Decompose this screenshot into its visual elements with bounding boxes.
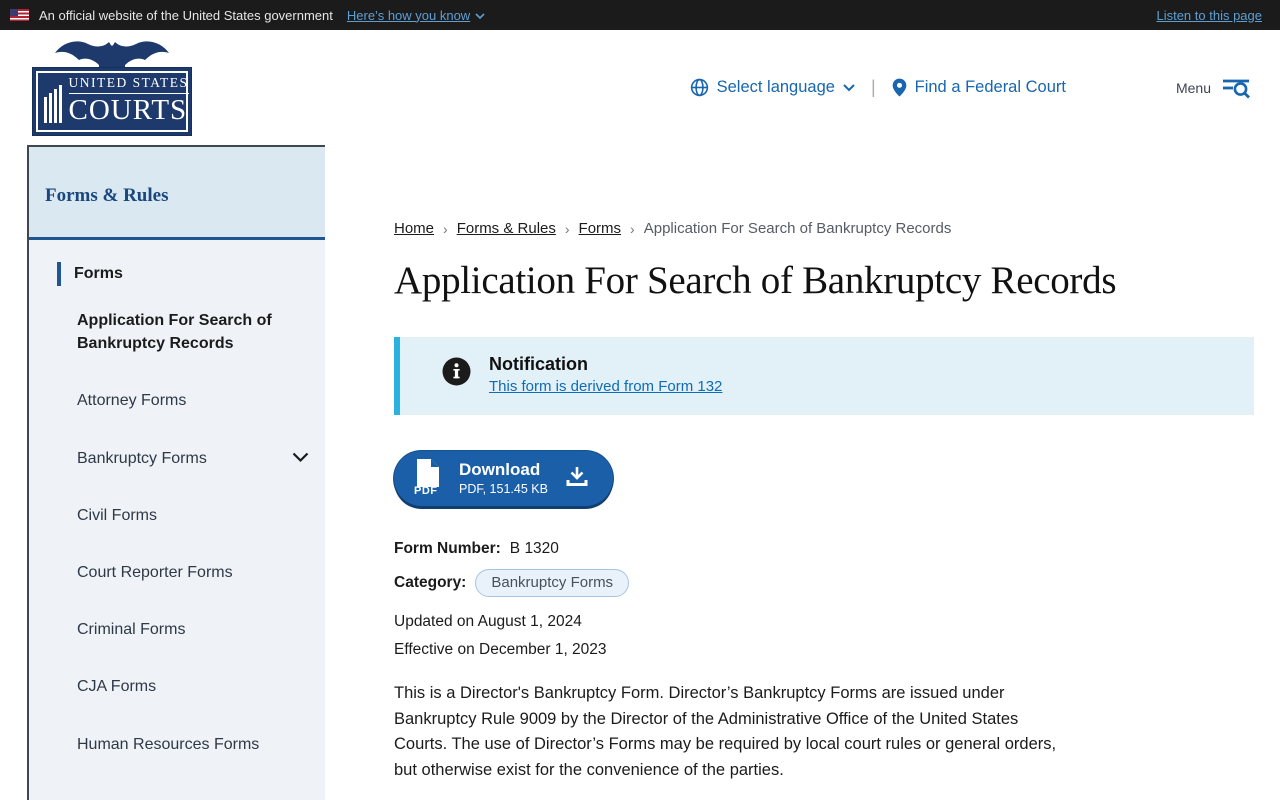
download-button[interactable] [394,451,613,506]
sidebar-section-forms[interactable]: Forms [29,240,325,292]
courthouse-columns-icon [44,76,62,125]
left-gutter [0,145,27,800]
sidebar-nav [29,292,325,773]
sidebar-item-criminal-forms[interactable]: Criminal Forms [77,621,186,639]
menu-search-icon [1220,74,1252,102]
form-details [394,540,1254,659]
effective-date: Effective on December 1, 2023 [394,641,607,658]
find-federal-court-link[interactable]: Find a Federal Court [892,78,1066,97]
sidebar-heading-box [29,147,325,240]
breadcrumb [394,220,1254,237]
how-you-know-link[interactable]: Here’s how you know [347,8,485,23]
sidebar-item-civil-forms[interactable]: Civil Forms [77,506,157,524]
sidebar-item-attorney-forms[interactable]: Attorney Forms [77,392,187,410]
sidebar-item-application-search[interactable]: Application For Search of Bankruptcy Records [77,312,272,353]
uscourts-logo[interactable] [28,39,196,136]
sidebar-item-human-resources-forms[interactable]: Human Resources Forms [77,735,260,753]
breadcrumb-home-link[interactable]: Home [394,220,435,237]
updated-date: Updated on August 1, 2024 [394,613,582,630]
header-nav [690,74,1252,102]
chevron-down-icon [843,84,855,92]
pdf-file-icon: PDF [414,459,444,497]
section-accent-bar [57,262,61,286]
gov-banner [0,0,1280,30]
notification-title: Notification [489,354,588,374]
breadcrumb-current: Application For Search of Bankruptcy Records [643,220,952,237]
logo-box [32,67,192,136]
form-number-value: B 1320 [509,540,559,557]
select-language-button[interactable]: Select language [690,78,855,97]
breadcrumb-separator: › [564,220,570,237]
sidebar-item-court-reporter-forms[interactable]: Court Reporter Forms [77,563,233,581]
main-content [325,145,1280,800]
download-label: Download [459,459,541,479]
category-label: Category: [394,574,467,591]
official-website-text: An official website of the United States government [39,7,333,23]
page-title: Application For Search of Bankruptcy Records [394,259,1117,302]
info-icon [442,357,471,396]
logo-text-courts: COURTS [68,93,188,126]
location-pin-icon [892,78,907,97]
sidebar-heading-link[interactable]: Forms & Rules [45,185,169,206]
menu-button[interactable]: Menu [1176,74,1252,102]
notification-alert [394,337,1254,415]
us-flag-icon [10,9,29,21]
breadcrumb-forms-link[interactable]: Forms [578,220,622,237]
breadcrumb-separator: › [443,220,448,237]
chevron-down-icon [292,447,309,470]
globe-icon [690,78,709,97]
header-separator: | [870,77,876,97]
sidebar-item-bankruptcy-forms[interactable]: Bankruptcy Forms [29,430,325,487]
listen-to-page-link[interactable]: Listen to this page [1156,7,1262,23]
sidebar-forms-rules [27,145,325,800]
form-number-label: Form Number: [394,540,501,557]
logo-text-united-states: UNITED STATES [69,76,189,94]
breadcrumb-forms-rules-link[interactable]: Forms & Rules [456,220,556,237]
category-pill-bankruptcy-forms[interactable]: Bankruptcy Forms [475,569,629,597]
download-arrow-icon [565,465,589,492]
download-file-meta: PDF, 151.45 KB [459,482,548,497]
site-header [0,30,1280,145]
form-description-paragraph: This is a Director's Bankruptcy Form. Director’s Bankruptcy Forms are issued under Bankruptcy Rule 9009 by the Director of the Administrative Office of the United States Courts. The use of Director’s Forms may be required by local court rules or general orders, but otherwise exist for the convenience of the parties. [394,684,1057,780]
form-132-link[interactable]: This form is derived from Form 132 [489,378,723,395]
sidebar-item-cja-forms[interactable]: CJA Forms [77,678,157,696]
breadcrumb-separator: › [630,220,635,237]
chevron-down-icon [475,8,485,23]
